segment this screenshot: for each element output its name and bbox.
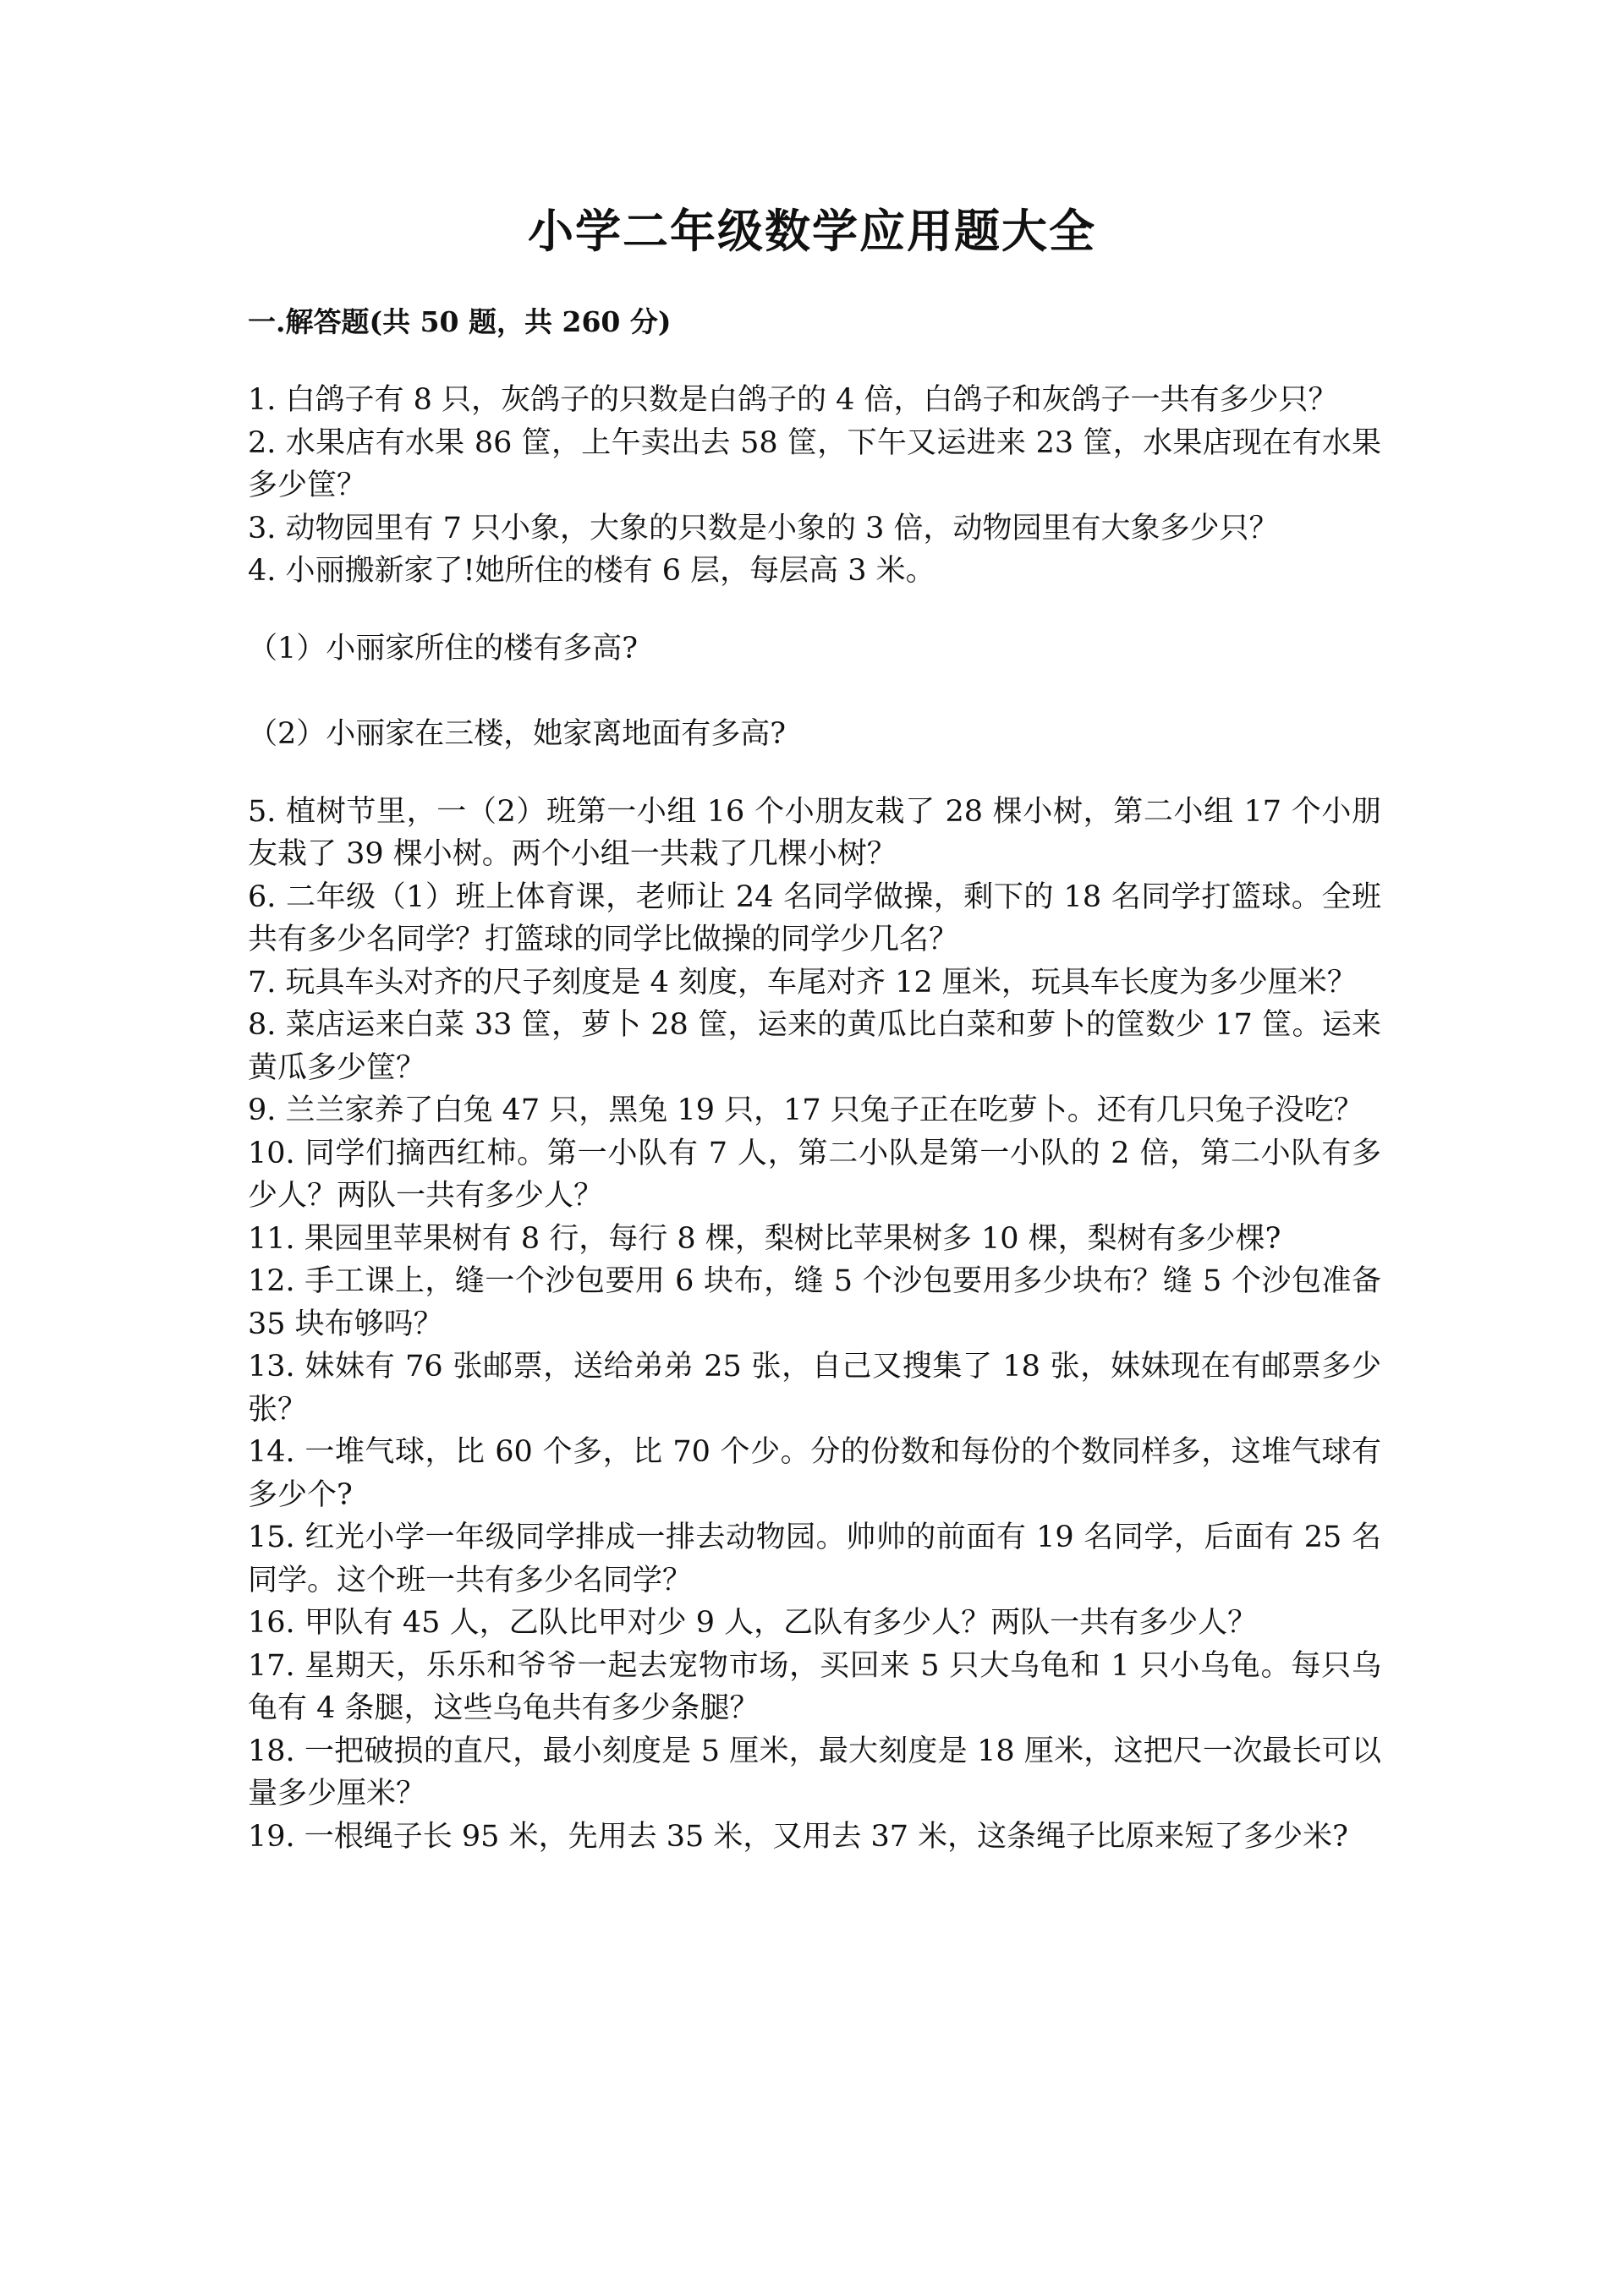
question-15: 15. 红光小学一年级同学排成一排去动物园。帅帅的前面有 19 名同学，后面有 25 名同学。这个班一共有多少名同学？ (248, 1521, 1381, 1597)
question-1: 1. 白鸽子有 8 只，灰鸽子的只数是白鸽子的 4 倍，白鸽子和灰鸽子一共有多少只？ (248, 383, 1338, 417)
question-4: 4. 小丽搬新家了!她所住的楼有 6 层，每层高 3 米。 (248, 554, 935, 588)
question-7: 7. 玩具车头对齐的尺子刻度是 4 刻度，车尾对齐 12 厘米，玩具车长度为多少厘米？ (248, 965, 1357, 1000)
question-17: 17. 星期天，乐乐和爷爷一起去宠物市场，买回来 5 只大乌龟和 1 只小乌龟。每只乌龟有 4 条腿，这些乌龟共有多少条腿？ (248, 1648, 1381, 1725)
question-3: 3. 动物园里有 7 只小象，大象的只数是小象的 3 倍，动物园里有大象多少只？ (248, 511, 1279, 545)
question-9: 9. 兰兰家养了白兔 47 只，黑兔 19 只，17 只兔子正在吃萝卜。还有几只兔子没吃？ (248, 1093, 1363, 1127)
question-11: 11. 果园里苹果树有 8 行，每行 8 棵，梨树比苹果树多 10 棵，梨树有多少棵? (248, 1221, 1281, 1256)
question-18: 18. 一把破损的直尺，最小刻度是 5 厘米，最大刻度是 18 厘米，这把尺一次最长可以量多少厘米？ (248, 1734, 1381, 1811)
page-title: 小学二年级数学应用题大全 (528, 204, 1096, 258)
question-list (248, 379, 1381, 1858)
question-2: 2. 水果店有水果 86 筐，上午卖出去 58 筐，下午又运进来 23 筐，水果店现在有水果多少筐？ (248, 425, 1381, 502)
question-16: 16. 甲队有 45 人，乙队比甲对少 9 人，乙队有多少人？两队一共有多少人？ (248, 1606, 1258, 1640)
question-4-sub-2: （2）小丽家在三楼，她家离地面有多高? (248, 716, 787, 751)
question-14: 14. 一堆气球，比 60 个多，比 70 个少。分的份数和每份的个数同样多，这堆气球有多少个? (248, 1435, 1381, 1512)
question-4-sub-1: （1）小丽家所住的楼有多高? (248, 631, 639, 666)
question-13: 13. 妹妹有 76 张邮票，送给弟弟 25 张，自己又搜集了 18 张，妹妹现在有邮票多少张？ (248, 1350, 1381, 1427)
question-6: 6. 二年级（1）班上体育课，老师让 24 名同学做操，剩下的 18 名同学打篮球。全班共有多少名同学？打篮球的同学比做操的同学少几名？ (248, 879, 1381, 956)
question-19: 19. 一根绳子长 95 米，先用去 35 米，又用去 37 米，这条绳子比原来短了多少米? (248, 1819, 1348, 1854)
question-10: 10. 同学们摘西红柿。第一小队有 7 人，第二小队是第一小队的 2 倍，第二小队有多少人？两队一共有多少人？ (248, 1136, 1381, 1213)
question-5: 5. 植树节里，一（2）班第一小组 16 个小朋友栽了 28 棵小树，第二小组 17 个小朋友栽了 39 棵小树。两个小组一共栽了几棵小树？ (248, 794, 1381, 871)
question-12: 12. 手工课上，缝一个沙包要用 6 块布，缝 5 个沙包要用多少块布？缝 5 个沙包准备 35 块布够吗？ (248, 1264, 1381, 1341)
question-8: 8. 菜店运来白菜 33 筐，萝卜 28 筐，运来的黄瓜比白菜和萝卜的筐数少 17 筐。运来黄瓜多少筐？ (248, 1008, 1381, 1085)
section-heading: 一.解答题(共 50 题，共 260 分) (248, 305, 672, 338)
